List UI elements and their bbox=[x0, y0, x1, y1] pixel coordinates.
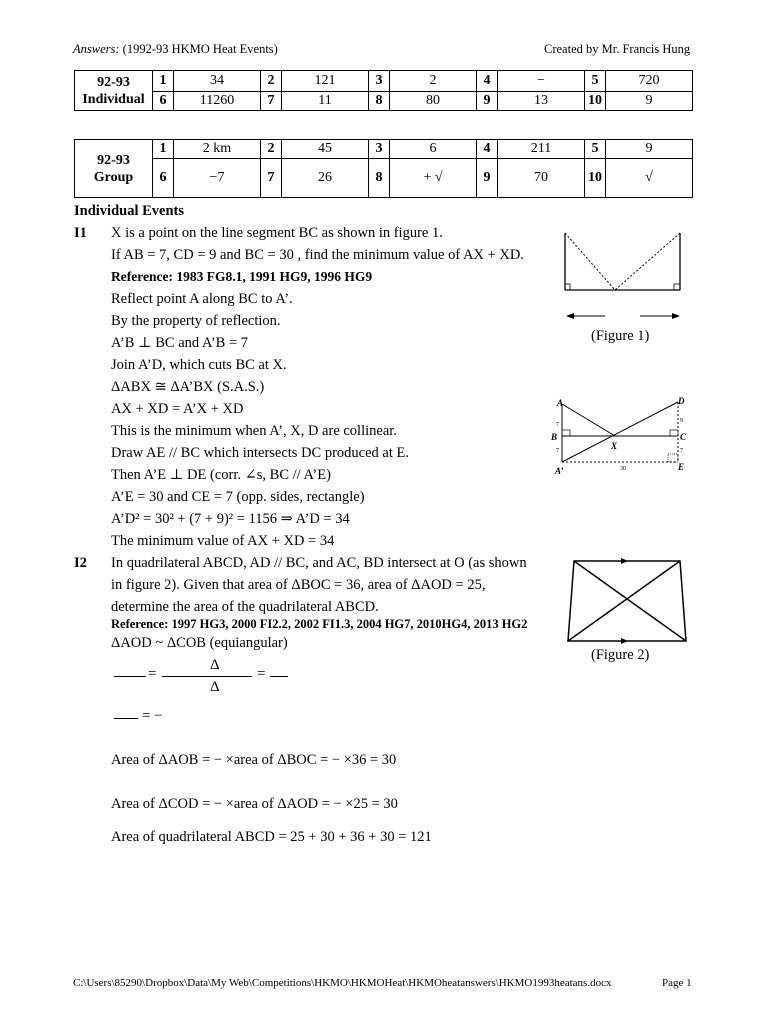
i1-line: Join A’D, which cuts BC at X. bbox=[111, 357, 287, 373]
fraction-bar bbox=[114, 718, 138, 719]
answer-number: 2 bbox=[261, 71, 282, 92]
answer-number: 5 bbox=[585, 71, 606, 92]
answer-number: 2 bbox=[261, 140, 282, 159]
i2-line: determine the area of the quadrilateral ABCD. bbox=[111, 599, 379, 615]
fraction-denominator: Δ bbox=[210, 679, 220, 695]
i2-line: in figure 2). Given that area of ΔBOC = 36, area of ΔAOD = 25, bbox=[111, 577, 486, 593]
answer-value: 11260 bbox=[174, 92, 261, 111]
answer-number: 3 bbox=[369, 71, 390, 92]
answer-number: 8 bbox=[369, 159, 390, 198]
answer-number: 6 bbox=[153, 159, 174, 198]
i2-line: In quadrilateral ABCD, AD // BC, and AC, BD intersect at O (as shown bbox=[111, 555, 527, 571]
i1-line: If AB = 7, CD = 9 and BC = 30 , find the minimum value of AX + XD. bbox=[111, 247, 524, 263]
i1-reference: Reference: 1983 FG8.1, 1991 HG9, 1996 HG9 bbox=[111, 269, 373, 284]
answer-number: 1 bbox=[153, 140, 174, 159]
answer-number: 3 bbox=[369, 140, 390, 159]
answer-number: 7 bbox=[261, 159, 282, 198]
fraction-bar bbox=[162, 676, 252, 677]
i1-line: Reflect point A along BC to A’. bbox=[111, 291, 293, 307]
individual-table-label: 92-93 Individual bbox=[75, 71, 153, 111]
label-A-prime: A’ bbox=[555, 466, 564, 476]
answer-value: 26 bbox=[282, 159, 369, 198]
answer-value: 13 bbox=[498, 92, 585, 111]
label-D: D bbox=[678, 396, 685, 406]
fraction-bar bbox=[114, 676, 146, 677]
i1-line: X is a point on the line segment BC as shown in figure 1. bbox=[111, 225, 443, 241]
label-ce-length: 7 bbox=[680, 448, 683, 454]
label-cd-length: 9 bbox=[680, 418, 683, 424]
answer-value: √ bbox=[606, 159, 693, 198]
answer-value: 9 bbox=[606, 92, 693, 111]
group-answers-table bbox=[74, 139, 693, 198]
figure-1-caption: (Figure 1) bbox=[591, 328, 650, 344]
answer-value: 2 km bbox=[174, 140, 261, 159]
question-tag-i2: I2 bbox=[74, 555, 87, 571]
i2-area-line: Area of ΔAOB = − ×area of ΔBOC = − ×36 = 30 bbox=[111, 752, 397, 768]
answer-value: − bbox=[498, 71, 585, 92]
figure-2-caption: (Figure 2) bbox=[591, 647, 650, 663]
answer-value: 121 bbox=[282, 71, 369, 92]
equals-sign: = bbox=[148, 666, 157, 682]
answer-value: 211 bbox=[498, 140, 585, 159]
section-title: Individual Events bbox=[74, 203, 185, 219]
answer-number: 9 bbox=[477, 92, 498, 111]
i2-area-line: Area of quadrilateral ABCD = 25 + 30 + 36 + 30 = 121 bbox=[111, 829, 432, 845]
answer-value: + √ bbox=[390, 159, 477, 198]
i1-line: The minimum value of AX + XD = 34 bbox=[111, 533, 335, 549]
answer-number: 8 bbox=[369, 92, 390, 111]
answer-value: 2 bbox=[390, 71, 477, 92]
header-left bbox=[73, 42, 278, 57]
fraction-bar bbox=[270, 676, 288, 677]
label-ab-length: 7 bbox=[556, 422, 559, 428]
i2-line: ΔAOD ~ ΔCOB (equiangular) bbox=[111, 635, 288, 651]
label-B: B bbox=[551, 432, 558, 442]
equals-sign: = bbox=[257, 666, 266, 682]
i1-line: By the property of reflection. bbox=[111, 313, 281, 329]
label-a-prime-b-length: 7 bbox=[556, 448, 559, 454]
equals-sign: = − bbox=[142, 708, 163, 724]
i2-area-line: Area of ΔCOD = − ×area of ΔAOD = − ×25 = 30 bbox=[111, 796, 398, 812]
answer-value: 70 bbox=[498, 159, 585, 198]
answer-value: 9 bbox=[606, 140, 693, 159]
i1-line: This is the minimum when A’, X, D are collinear. bbox=[111, 423, 397, 439]
figure-2-diagram bbox=[566, 555, 690, 645]
footer-file-path: C:\Users\85290\Dropbox\Data\My Web\Competitions\HKMO\HKMOHeat\HKMOheatanswers\HKMO1993heatans.docx bbox=[73, 977, 612, 989]
i1-line: Draw AE // BC which intersects DC produced at E. bbox=[111, 445, 409, 461]
answer-number: 10 bbox=[585, 92, 606, 111]
answer-number: 10 bbox=[585, 159, 606, 198]
reflection-diagram bbox=[550, 394, 695, 476]
label-E: E bbox=[678, 462, 685, 472]
individual-answers-table bbox=[74, 70, 693, 111]
group-table-label: 92-93 Group bbox=[75, 140, 153, 198]
answer-value: 11 bbox=[282, 92, 369, 111]
answer-value: 80 bbox=[390, 92, 477, 111]
label-X: X bbox=[611, 441, 618, 451]
fraction-numerator: Δ bbox=[210, 657, 220, 673]
i1-line: ΔABX ≅ ΔA’BX (S.A.S.) bbox=[111, 379, 265, 395]
question-tag-i1: I1 bbox=[74, 225, 87, 241]
answer-number: 9 bbox=[477, 159, 498, 198]
answer-number: 1 bbox=[153, 71, 174, 92]
label-A: A bbox=[557, 398, 564, 408]
footer-page-number: Page 1 bbox=[662, 977, 692, 989]
i1-line: A’B ⊥ BC and A’B = 7 bbox=[111, 335, 249, 351]
answer-number: 5 bbox=[585, 140, 606, 159]
answer-value: 45 bbox=[282, 140, 369, 159]
answer-number: 6 bbox=[153, 92, 174, 111]
i1-line: A’E = 30 and CE = 7 (opp. sides, rectangle) bbox=[111, 489, 365, 505]
label-C: C bbox=[680, 432, 687, 442]
i1-line: AX + XD = A’X + XD bbox=[111, 401, 244, 417]
label-30-length: 30 bbox=[620, 466, 626, 472]
answer-value: 6 bbox=[390, 140, 477, 159]
answer-number: 4 bbox=[477, 71, 498, 92]
i2-reference: Reference: 1997 HG3, 2000 FI2.2, 2002 FI1.3, 2004 HG7, 2010HG4, 2013 HG2 bbox=[111, 617, 528, 631]
answer-value: 34 bbox=[174, 71, 261, 92]
header-title: (1992-93 HKMO Heat Events) bbox=[119, 42, 278, 56]
answer-number: 4 bbox=[477, 140, 498, 159]
header-answers-label: Answers: bbox=[73, 42, 120, 56]
i1-line: Then A’E ⊥ DE (corr. ∠s, BC // A’E) bbox=[111, 467, 331, 483]
answer-value: 720 bbox=[606, 71, 693, 92]
header-author: Created by Mr. Francis Hung bbox=[544, 42, 691, 56]
figure-1-diagram bbox=[560, 228, 690, 328]
answer-value: −7 bbox=[174, 159, 261, 198]
i1-line: A’D² = 30² + (7 + 9)² = 1156 ⇒ A’D = 34 bbox=[111, 511, 350, 527]
answer-number: 7 bbox=[261, 92, 282, 111]
